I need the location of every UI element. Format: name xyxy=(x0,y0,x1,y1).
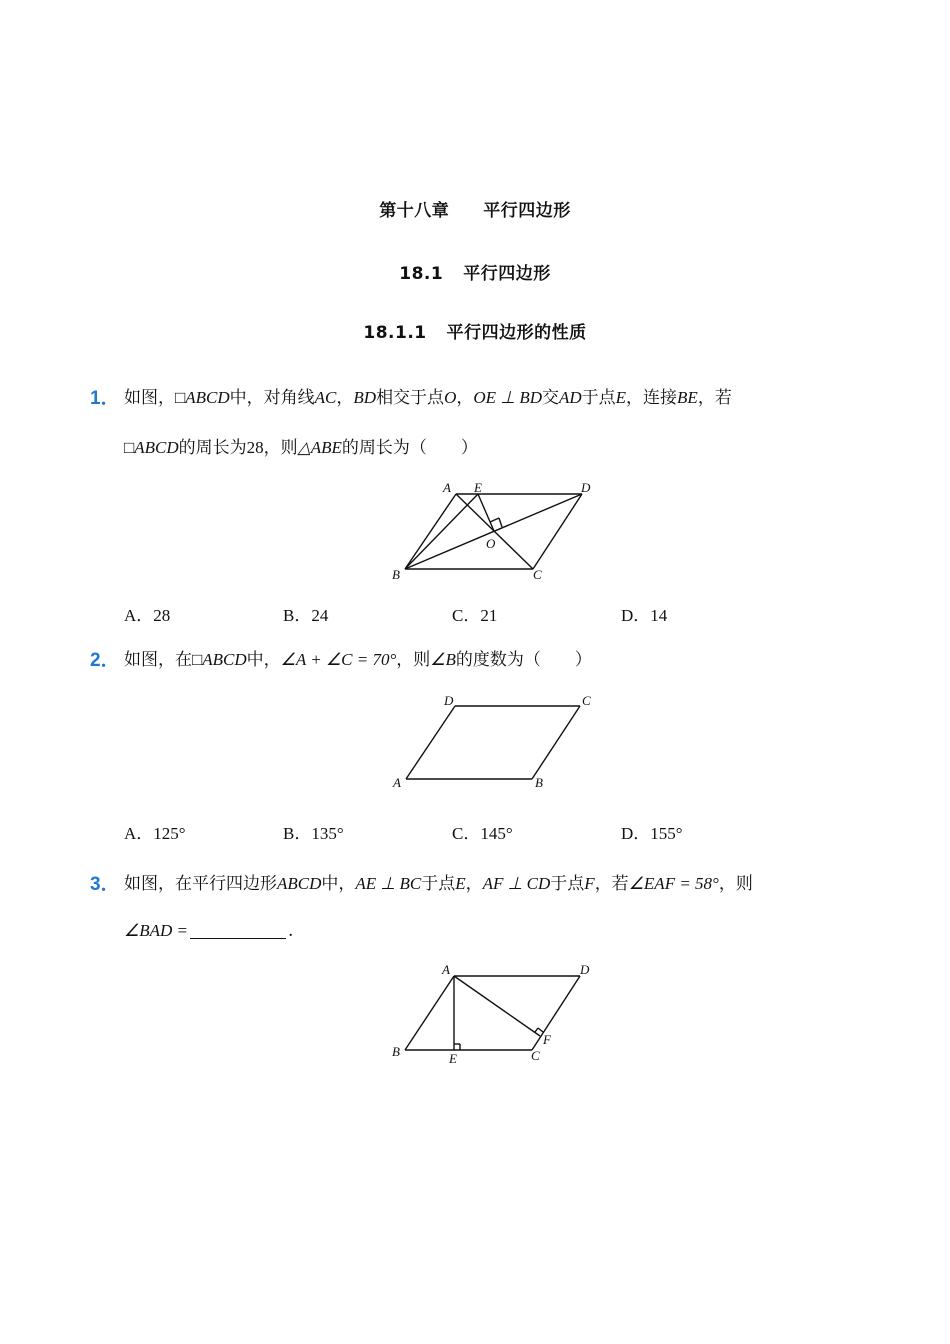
q3-line2: ∠BAD = . xyxy=(124,921,294,941)
q3-label-B: B xyxy=(392,1044,400,1059)
q1-option-c[interactable]: C．21 xyxy=(452,606,498,625)
subsection-number: 18.1.1 xyxy=(363,323,427,343)
subsection-name: 平行四边形的性质 xyxy=(446,323,587,343)
q3-altitude-AF xyxy=(454,976,540,1036)
q3-edge-DC xyxy=(532,976,580,1050)
q1-label-B: B xyxy=(392,567,400,582)
q2-label-D: D xyxy=(444,693,454,708)
q2-label-C: C xyxy=(582,693,591,708)
q2-number: 2． xyxy=(90,650,120,671)
q3-label-A: A xyxy=(442,962,450,977)
chapter-name: 平行四边形 xyxy=(483,201,571,221)
q3-label-D: D xyxy=(580,962,590,977)
q3-right-angle-F-a xyxy=(535,1028,538,1032)
q1-line2: □ABCD的周长为28，则△ABE的周长为（ ） xyxy=(124,438,478,458)
q3-label-E: E xyxy=(449,1051,457,1066)
q1-option-b[interactable]: B．24 xyxy=(283,606,329,625)
q2-option-a[interactable]: A．125° xyxy=(124,824,186,843)
q2-option-c[interactable]: C．145° xyxy=(452,824,513,843)
q3-label-C: C xyxy=(531,1048,540,1063)
section-number: 18.1 xyxy=(399,264,444,284)
q1-label-C: C xyxy=(533,567,542,582)
q3-edge-BA xyxy=(405,976,454,1050)
section-name: 平行四边形 xyxy=(463,264,551,284)
q1-option-a[interactable]: A．28 xyxy=(124,606,171,625)
q1-label-D: D xyxy=(581,480,591,495)
q3-number: 3． xyxy=(90,874,120,895)
q3-line1: 如图，在平行四边形ABCD中，AE ⊥ BC于点E，AF ⊥ CD于点F，若∠EAF = 58°，则 xyxy=(124,874,753,894)
chapter-number: 第十八章 xyxy=(379,201,450,221)
q1-number: 1． xyxy=(90,388,120,409)
q2-label-B: B xyxy=(535,775,543,790)
q1-label-A: A xyxy=(443,480,451,495)
q1-option-d[interactable]: D．14 xyxy=(621,606,668,625)
q3-label-F: F xyxy=(543,1032,551,1047)
q1-label-E: E xyxy=(474,480,482,495)
q1-line1: 如图，□ABCD中，对角线AC，BD相交于点O，OE ⊥ BD交AD于点E，连接BE，若 xyxy=(124,388,732,408)
q2-label-A: A xyxy=(393,775,401,790)
q2-line1: 如图，在□ABCD中，∠A + ∠C = 70°，则∠B的度数为（ ） xyxy=(124,650,592,670)
q2-option-d[interactable]: D．155° xyxy=(621,824,683,843)
q1-label-O: O xyxy=(486,536,496,551)
q2-option-b[interactable]: B．135° xyxy=(283,824,344,843)
